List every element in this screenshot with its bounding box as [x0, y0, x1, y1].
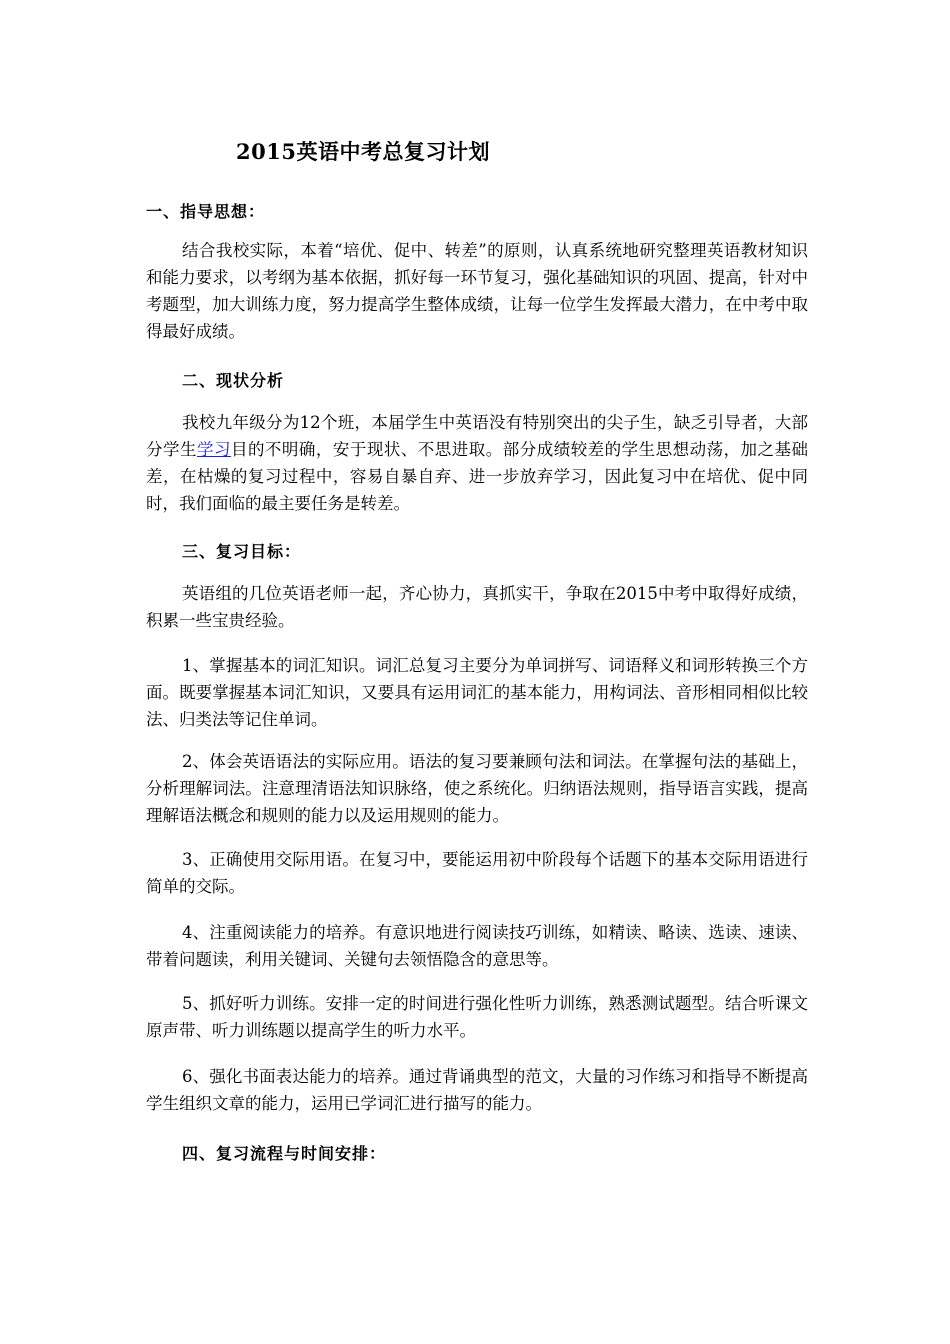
list-item-goal-4: 4、注重阅读能力的培养。有意识地进行阅读技巧训练，如精读、略读、选读、速读、带着问题读，利用关键词、关键句去领悟隐含的意思等。 [146, 923, 808, 969]
paragraph-guiding-ideas: 结合我校实际，本着“培优、促中、转差”的原则，认真系统地研究整理英语教材知识和能力要求，以考纲为基本依据，抓好每一环节复习，强化基础知识的巩固、提高，针对中考题型，加大训练力度，努力提高学生整体成绩，让每一位学生发挥最大潜力，在中考中取得最好成绩。 [146, 241, 808, 341]
section-heading-status-analysis: 二、现状分析 [182, 371, 285, 390]
list-item-goal-2: 2、体会英语语法的实际应用。语法的复习要兼顾句法和词法。在掌握句法的基础上，分析理解词法。注意理清语法知识脉络，使之系统化。归纳语法规则，指导语言实践，提高理解语法概念和规则的能力以及运用规则的能力。 [146, 752, 808, 825]
section-heading-review-goals: 三、复习目标： [182, 542, 302, 561]
status-text-after-link: 目的不明确，安于现状、不思进取。部分成绩较差的学生思想动荡，加之基础差，在枯燥的复习过程中，容易自暴自弃、进一步放弃学习，因此复习中在培优、促中同时，我们面临的最主要任务是转差。 [146, 440, 809, 513]
list-item-goal-5: 5、抓好听力训练。安排一定的时间进行强化性听力训练，熟悉测试题型。结合听课文原声带、听力训练题以提高学生的听力水平。 [146, 994, 808, 1040]
list-item-goal-3: 3、正确使用交际用语。在复习中，要能运用初中阶段每个话题下的基本交际用语进行简单的交际。 [146, 850, 808, 896]
list-item-goal-6: 6、强化书面表达能力的培养。通过背诵典型的范文，大量的习作练习和指导不断提高学生组织文章的能力，运用已学词汇进行描写的能力。 [146, 1067, 808, 1113]
study-link[interactable]: 学习 [196, 440, 231, 459]
section-heading-guiding-ideas: 一、指导思想： [146, 202, 266, 221]
status-text-before-link: 我校九年级分为12个班，本届学生中英语没有特别突出的尖子生，缺乏引导者，大部分学生 [146, 413, 808, 459]
section-heading-review-schedule: 四、复习流程与时间安排： [182, 1144, 387, 1163]
document-title: 2015英语中考总复习计划 [236, 139, 490, 164]
paragraph-review-goals-intro: 英语组的几位英语老师一起，齐心协力，真抓实干，争取在2015中考中取得好成绩，积累一些宝贵经验。 [146, 584, 808, 630]
paragraph-status-analysis [146, 409, 808, 517]
list-item-goal-1: 1、掌握基本的词汇知识。词汇总复习主要分为单词拼写、词语释义和词形转换三个方面。既要掌握基本词汇知识，又要具有运用词汇的基本能力，用构词法、音形相同相似比较法、归类法等记住单词。 [146, 656, 808, 729]
